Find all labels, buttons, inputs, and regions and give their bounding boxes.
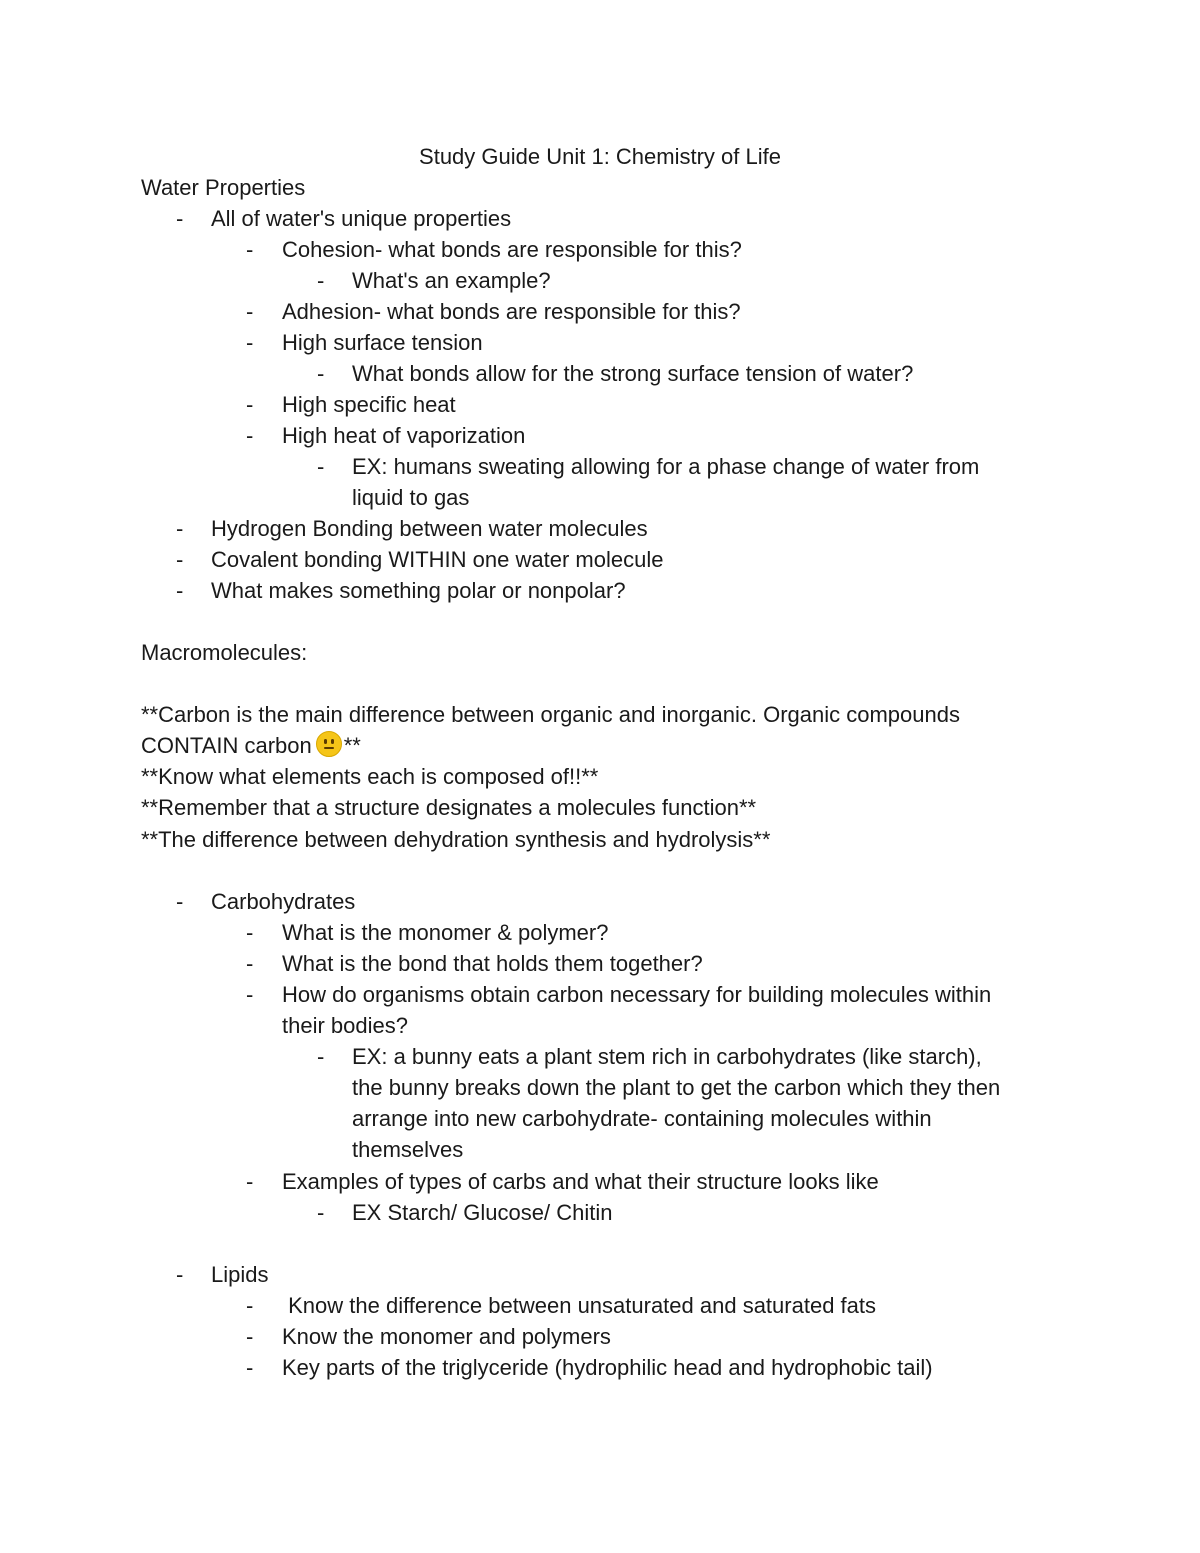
- list-item: Lipids: [211, 1262, 269, 1287]
- list-item: What makes something polar or nonpolar?: [211, 578, 626, 603]
- bullet-dash: -: [246, 1169, 254, 1194]
- list-item: Examples of types of carbs and what their structure looks like: [282, 1169, 879, 1194]
- slightly-smiling-face-icon: [316, 731, 342, 757]
- bullet-dash: -: [176, 547, 184, 572]
- section-heading-water: Water Properties: [141, 175, 306, 200]
- bullet-dash: -: [176, 1262, 184, 1287]
- bullet-dash: -: [246, 330, 254, 355]
- bullet-dash: -: [317, 454, 325, 479]
- list-item-continuation: arrange into new carbohydrate- containing molecules within: [352, 1106, 932, 1131]
- note-line: **Carbon is the main difference between organic and inorganic. Organic compounds: [141, 702, 960, 727]
- list-item: Know the difference between unsaturated and saturated fats: [282, 1293, 876, 1318]
- note-text: **: [343, 733, 361, 758]
- bullet-dash: -: [246, 951, 254, 976]
- list-item-continuation: liquid to gas: [352, 485, 470, 510]
- list-item-continuation: themselves: [352, 1137, 464, 1162]
- list-item: What's an example?: [352, 268, 551, 293]
- note-line: **Know what elements each is composed of!!**: [141, 764, 599, 789]
- bullet-dash: -: [246, 1324, 254, 1349]
- bullet-dash: -: [176, 206, 184, 231]
- list-item: EX Starch/ Glucose/ Chitin: [352, 1200, 613, 1225]
- list-item: High heat of vaporization: [282, 423, 526, 448]
- list-item-continuation: the bunny breaks down the plant to get the carbon which they then: [352, 1075, 1001, 1100]
- bullet-dash: -: [317, 1044, 325, 1069]
- list-item: All of water's unique properties: [211, 206, 512, 231]
- bullet-dash: -: [317, 268, 325, 293]
- list-item: Covalent bonding WITHIN one water molecule: [211, 547, 664, 572]
- list-item: EX: humans sweating allowing for a phase change of water from: [352, 454, 980, 479]
- bullet-dash: -: [246, 920, 254, 945]
- list-item: High specific heat: [282, 392, 456, 417]
- section-heading-macromolecules: Macromolecules:: [141, 640, 308, 665]
- list-item: EX: a bunny eats a plant stem rich in carbohydrates (like starch),: [352, 1044, 982, 1069]
- list-item: Adhesion- what bonds are responsible for this?: [282, 299, 741, 324]
- list-item: What is the bond that holds them together?: [282, 951, 703, 976]
- list-item: High surface tension: [282, 330, 483, 355]
- bullet-dash: -: [246, 392, 254, 417]
- bullet-dash: -: [246, 1293, 254, 1318]
- list-item: Key parts of the triglyceride (hydrophilic head and hydrophobic tail): [282, 1355, 933, 1380]
- bullet-dash: -: [317, 361, 325, 386]
- bullet-dash: -: [246, 237, 254, 262]
- list-item: Hydrogen Bonding between water molecules: [211, 516, 648, 541]
- list-item-continuation: their bodies?: [282, 1013, 408, 1038]
- bullet-dash: -: [246, 299, 254, 324]
- note-text: CONTAIN carbon: [141, 733, 312, 758]
- note-line: **The difference between dehydration synthesis and hydrolysis**: [141, 827, 771, 852]
- list-item: Cohesion- what bonds are responsible for this?: [282, 237, 742, 262]
- bullet-dash: -: [246, 1355, 254, 1380]
- list-item: What is the monomer & polymer?: [282, 920, 609, 945]
- bullet-dash: -: [317, 1200, 325, 1225]
- bullet-dash: -: [176, 578, 184, 603]
- note-line: **Remember that a structure designates a molecules function**: [141, 795, 757, 820]
- bullet-dash: -: [176, 889, 184, 914]
- bullet-dash: -: [176, 516, 184, 541]
- list-item: Know the monomer and polymers: [282, 1324, 611, 1349]
- bullet-dash: -: [246, 423, 254, 448]
- list-item: How do organisms obtain carbon necessary for building molecules within: [282, 982, 992, 1007]
- list-item: Carbohydrates: [211, 889, 356, 914]
- note-line: [141, 730, 361, 761]
- list-item: What bonds allow for the strong surface tension of water?: [352, 361, 914, 386]
- document-title: Study Guide Unit 1: Chemistry of Life: [419, 144, 781, 169]
- bullet-dash: -: [246, 982, 254, 1007]
